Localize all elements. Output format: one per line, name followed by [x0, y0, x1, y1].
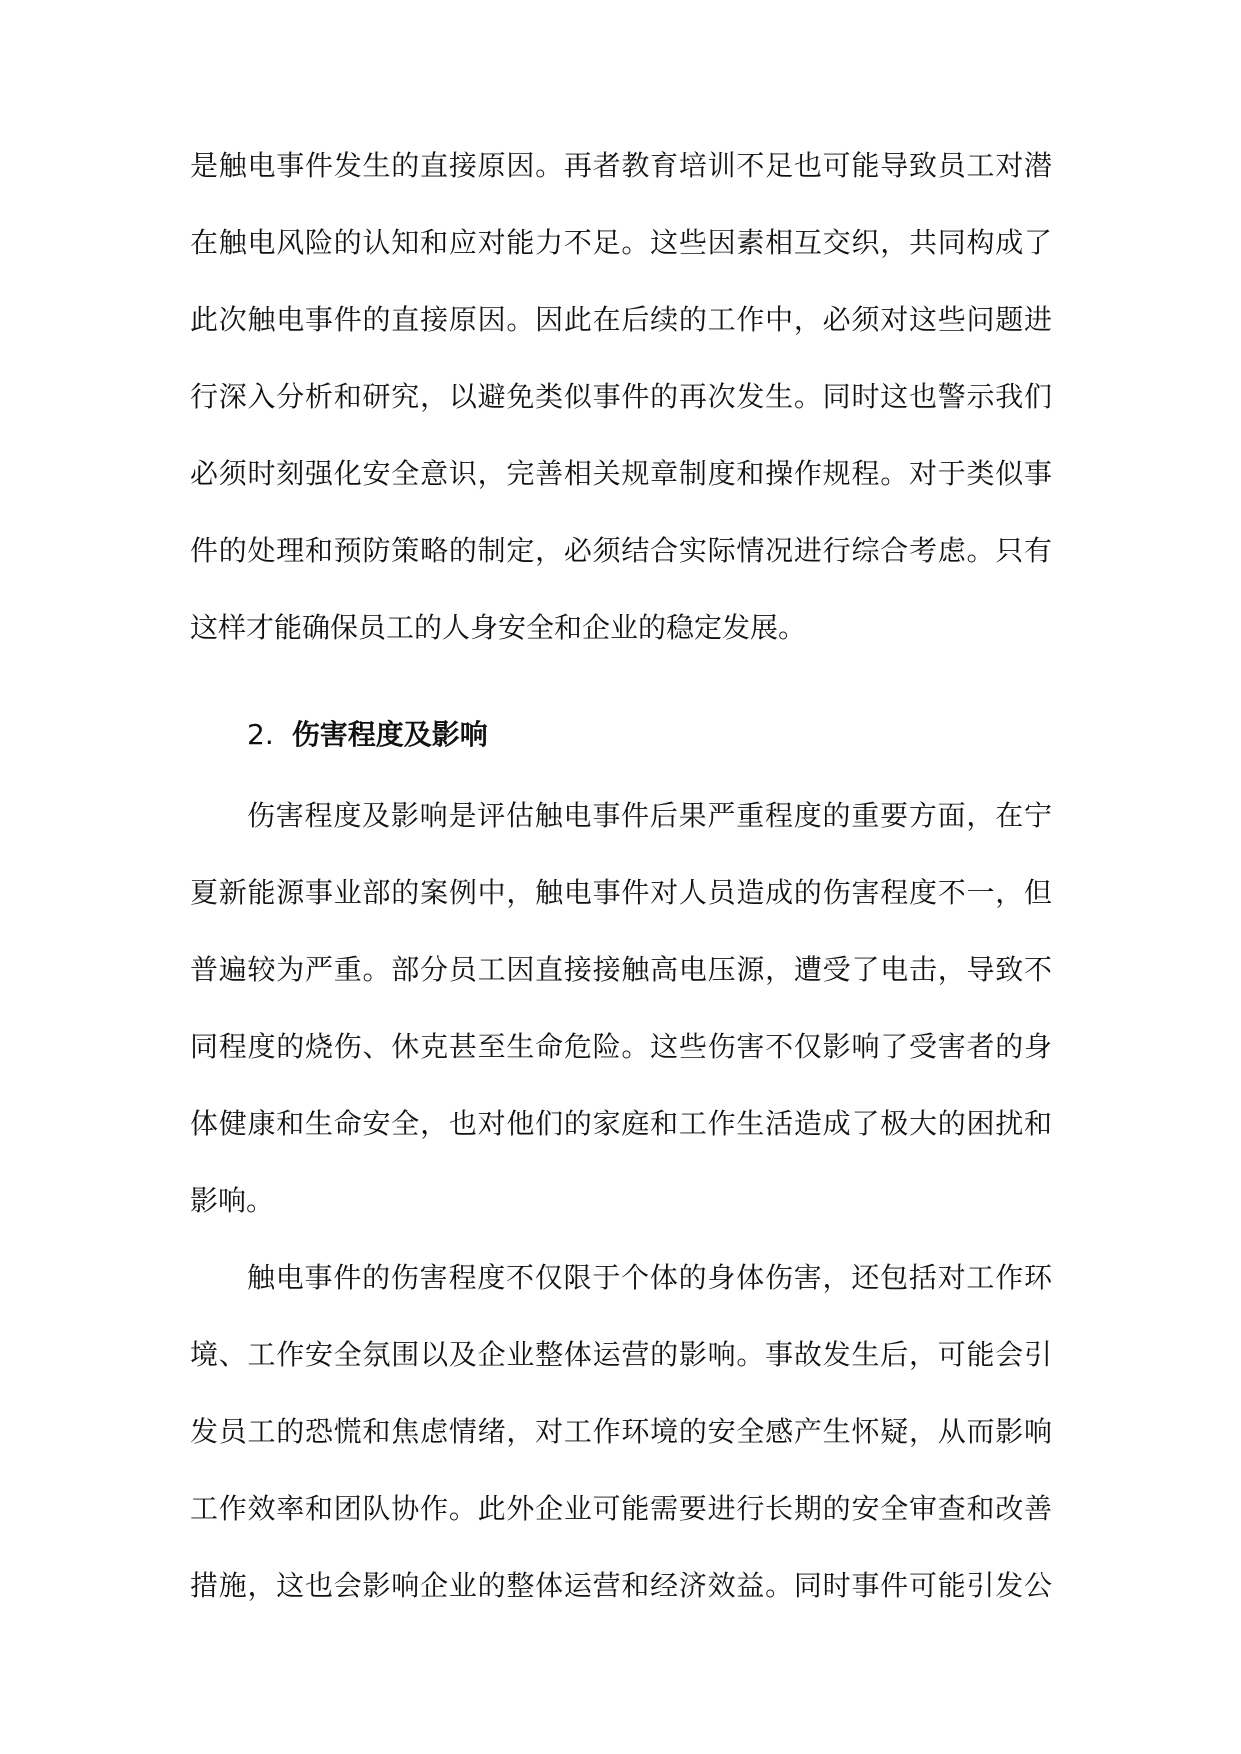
paragraph-3-line-4: 工作效率和团队协作。此外企业可能需要进行长期的安全审查和改善: [190, 1492, 1052, 1525]
paragraph-2-line-3: 普遍较为严重。部分员工因直接接触高电压源，遭受了电击，导致不: [190, 953, 1052, 986]
paragraph-2-line-4: 同程度的烧伤、休克甚至生命危险。这些伤害不仅影响了受害者的身: [190, 1030, 1052, 1063]
paragraph-2-line-5: 体健康和生命安全，也对他们的家庭和工作生活造成了极大的困扰和: [190, 1107, 1052, 1140]
paragraph-2-line-1: 伤害程度及影响是评估触电事件后果严重程度的重要方面，在宁: [247, 799, 1052, 832]
paragraph-3-line-1: 触电事件的伤害程度不仅限于个体的身体伤害，还包括对工作环: [247, 1261, 1052, 1294]
paragraph-2-line-6: 影响。: [190, 1184, 275, 1217]
paragraph-1-line-2: 在触电风险的认知和应对能力不足。这些因素相互交织，共同构成了: [190, 226, 1052, 259]
paragraph-1-line-1: 是触电事件发生的直接原因。再者教育培训不足也可能导致员工对潜: [190, 149, 1052, 182]
paragraph-2-line-2: 夏新能源事业部的案例中，触电事件对人员造成的伤害程度不一，但: [190, 876, 1052, 909]
paragraph-1-line-7: 这样才能确保员工的人身安全和企业的稳定发展。: [190, 611, 807, 644]
paragraph-3-line-2: 境、工作安全氛围以及企业整体运营的影响。事故发生后，可能会引: [190, 1338, 1052, 1371]
paragraph-1-line-3: 此次触电事件的直接原因。因此在后续的工作中，必须对这些问题进: [190, 303, 1052, 336]
section-heading: [247, 715, 488, 755]
paragraph-3-line-5: 措施，这也会影响企业的整体运营和经济效益。同时事件可能引发公: [190, 1569, 1052, 1602]
paragraph-1-line-6: 件的处理和预防策略的制定，必须结合实际情况进行综合考虑。只有: [190, 534, 1052, 567]
section-number: 2.: [247, 718, 274, 751]
paragraph-1-line-4: 行深入分析和研究，以避免类似事件的再次发生。同时这也警示我们: [190, 380, 1052, 413]
section-title: 伤害程度及影响: [291, 718, 488, 751]
paragraph-1-line-5: 必须时刻强化安全意识，完善相关规章制度和操作规程。对于类似事: [190, 457, 1052, 490]
paragraph-3-line-3: 发员工的恐慌和焦虑情绪，对工作环境的安全感产生怀疑，从而影响: [190, 1415, 1052, 1448]
